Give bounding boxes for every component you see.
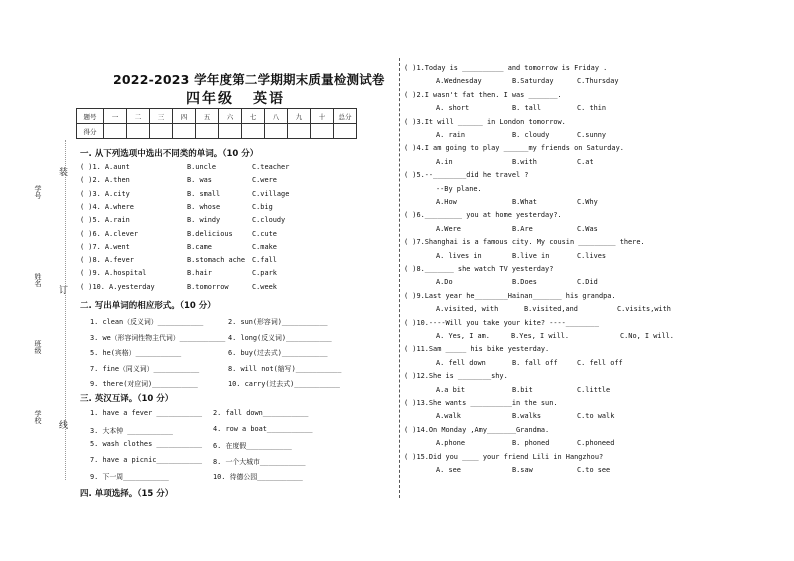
mcq-question: ( )9.Last year he________Hainan_______ his grandpa. <box>404 291 616 300</box>
mcq-option[interactable]: C.to see <box>577 466 611 474</box>
score-header-cell: 六 <box>219 109 242 124</box>
score-input-cell[interactable] <box>104 124 127 139</box>
item-question: ( )3. A.city <box>80 189 130 198</box>
mcq-option[interactable]: B. fall off <box>512 358 558 367</box>
score-header-cell: 四 <box>173 109 196 124</box>
item-option-b: B. windy <box>187 216 221 225</box>
item-question: ( )10. A.yesterday <box>80 282 155 291</box>
form-question: 10. carry(过去式)___________ <box>228 380 340 388</box>
mcq-option[interactable]: B.Does <box>512 278 537 287</box>
mcq-question: ( )6._________ you at home yesterday?. <box>404 211 562 220</box>
mcq-option[interactable]: B.Are <box>512 224 533 233</box>
mcq-question: ( )13.She wants __________in the sun. <box>404 399 558 407</box>
mcq-option[interactable]: C.to walk <box>577 412 615 421</box>
item-option-b: B.stomach ache <box>187 256 246 265</box>
mcq-question: ( )3.It will ______ in London tomorrow. <box>404 117 566 126</box>
mcq-option[interactable]: C.Why <box>577 198 598 206</box>
mcq-option[interactable]: C.Did <box>577 278 598 287</box>
item-option-c: C.teacher <box>252 163 290 171</box>
score-input-cell[interactable] <box>173 124 196 139</box>
mcq-option[interactable]: A.How <box>436 198 457 206</box>
section3-title: 三. 英汉互译。（10 分） <box>80 394 174 404</box>
student-name-field: 姓名 <box>34 273 42 287</box>
item-question: ( )5. A.rain <box>80 216 130 225</box>
mcq-option[interactable]: C.Thursday <box>577 77 619 86</box>
score-header-row <box>77 109 357 124</box>
binding-line <box>65 140 66 480</box>
item-option-c: C.were <box>252 176 277 185</box>
item-question: ( )8. A.fever <box>80 256 134 265</box>
mcq-option[interactable]: C.Was <box>577 224 598 233</box>
item-question: ( )1. A.aunt <box>80 163 130 171</box>
mcq-option[interactable]: A. see <box>436 466 461 474</box>
student-id-field: 学号 <box>34 185 42 199</box>
score-header-cell: 五 <box>196 109 219 124</box>
item-question: ( )4. A.where <box>80 202 134 211</box>
mcq-option[interactable]: C.sunny <box>577 131 607 139</box>
item-option-c: C.park <box>252 269 277 278</box>
item-option-b: B. was <box>187 176 212 185</box>
translate-question: 3. 大本钟 ___________ <box>90 426 173 435</box>
item-option-c: C.village <box>252 189 290 198</box>
item-option-b: B.came <box>187 242 212 251</box>
form-question: 6. buy(过去式)___________ <box>228 349 328 357</box>
mcq-option[interactable]: B.bit <box>512 385 533 394</box>
score-input-cell[interactable] <box>242 124 265 139</box>
mcq-option[interactable]: C.phoneed <box>577 439 615 448</box>
mcq-question: ( )15.Did you ____ your friend Lili in Hangzhou? <box>404 452 604 461</box>
item-option-b: B.tomorrow <box>187 282 229 291</box>
form-question: 8. will not(缩写)___________ <box>228 364 342 373</box>
mcq-answer-line: --By plane. <box>436 184 482 193</box>
score-input-cell[interactable] <box>334 124 357 139</box>
translate-question: 4. row a boat___________ <box>213 424 313 433</box>
score-input-cell[interactable] <box>311 124 334 139</box>
score-header-cell: 二 <box>127 109 150 124</box>
form-question: 7. fine（同义词）___________ <box>90 364 200 373</box>
translate-question: 2. fall down___________ <box>213 409 309 417</box>
mcq-option[interactable]: B. phoned <box>512 439 550 448</box>
score-input-cell[interactable] <box>196 124 219 139</box>
mcq-option[interactable]: B.walks <box>512 412 542 421</box>
item-question: ( )7. A.went <box>80 242 130 251</box>
translate-question: 1. have a fever ___________ <box>90 409 203 417</box>
form-question: 5. he(宾格）___________ <box>90 349 182 357</box>
translate-question: 6. 在度假___________ <box>213 442 292 450</box>
mcq-question: ( )12.She is ________shy. <box>404 372 508 381</box>
score-header-cell: 三 <box>150 109 173 124</box>
item-option-b: B. whose <box>187 202 221 211</box>
mcq-option[interactable]: C. thin <box>577 104 607 113</box>
translate-question: 10. 待德公园___________ <box>213 473 303 481</box>
item-option-c: C.big <box>252 202 273 211</box>
mcq-option[interactable]: B.Yes, I will. <box>511 332 570 340</box>
mcq-question: ( )8._______ she watch TV yesterday? <box>404 265 554 273</box>
score-row-label: 得分 <box>77 124 104 139</box>
score-header-cell: 总分 <box>334 109 357 124</box>
score-header-cell: 七 <box>242 109 265 124</box>
mcq-option[interactable]: A.Wednesday <box>436 77 482 86</box>
item-option-c: C.cute <box>252 229 277 238</box>
translate-question: 5. wash clothes ___________ <box>90 440 203 448</box>
mcq-option[interactable]: A.phone <box>436 439 466 448</box>
section4-title: 四. 单项选择。（15 分） <box>80 489 174 499</box>
mcq-option[interactable]: B.visited,and <box>524 305 578 314</box>
translate-question: 7. have a picnic___________ <box>90 455 203 464</box>
mcq-option[interactable]: C.little <box>577 385 611 394</box>
form-question: 4. long(反义词)___________ <box>228 333 332 342</box>
mcq-option[interactable]: B.with <box>512 157 537 166</box>
translate-question: 9. 下一周___________ <box>90 473 169 481</box>
mcq-option[interactable]: B.saw <box>512 466 533 474</box>
mcq-option[interactable]: A. fell down <box>436 358 486 367</box>
mcq-option[interactable]: B.What <box>512 198 537 206</box>
form-question: 3. we（形容词性物主代词）___________ <box>90 333 226 342</box>
mcq-option[interactable]: B. tall <box>512 104 542 113</box>
mcq-option[interactable]: A.in <box>436 157 453 166</box>
exam-title: 2022-2023 学年度第二学期期末质量检测试卷 <box>113 72 385 87</box>
mcq-question: ( )2.I wasn't fat then. I was _______. <box>404 90 562 99</box>
subject-label: 英语 <box>253 91 285 107</box>
mcq-option[interactable]: B.live in <box>512 251 550 260</box>
item-option-c: C.cloudy <box>252 216 286 225</box>
form-question: 2. sun(形容词)___________ <box>228 318 328 326</box>
mcq-option[interactable]: A. lives in <box>436 251 482 260</box>
score-input-cell[interactable] <box>150 124 173 139</box>
score-header-cell: 题号 <box>77 109 104 124</box>
score-table <box>76 108 357 139</box>
item-question: ( )6. A.clever <box>80 229 139 238</box>
mcq-option[interactable]: A.walk <box>436 412 461 421</box>
item-question: ( )2. A.then <box>80 176 130 185</box>
school-field: 学校 <box>34 410 42 424</box>
score-value-row <box>77 124 357 139</box>
mcq-option[interactable]: C.No, I will. <box>620 332 674 340</box>
mcq-option[interactable]: B.Saturday <box>512 77 554 86</box>
grade-label: 四年级 <box>186 91 234 107</box>
score-header-cell: 一 <box>104 109 127 124</box>
mcq-option[interactable]: A.Were <box>436 224 461 233</box>
mcq-option[interactable]: A.visited, with <box>436 305 499 314</box>
item-option-c: C.fall <box>252 256 277 265</box>
item-option-b: B.delicious <box>187 229 233 238</box>
mcq-question: ( )10.----Will you take your kite? ----________ <box>404 318 599 327</box>
form-question: 9. there(对应词)___________ <box>90 380 198 388</box>
item-option-b: B.hair <box>187 269 212 278</box>
page-divider <box>399 58 400 498</box>
binding-mark-zhuang: 装 <box>59 168 69 178</box>
item-option-b: B.uncle <box>187 163 217 171</box>
mcq-option[interactable]: C. fell off <box>577 358 623 367</box>
mcq-option[interactable]: A. Yes, I am. <box>436 332 490 340</box>
item-option-c: C.make <box>252 242 277 251</box>
mcq-option[interactable]: C.visits,with <box>617 305 671 314</box>
mcq-question: ( )5.--________did he travel ? <box>404 171 529 180</box>
mcq-question: ( )7.Shanghai is a famous city. My cousin _________ there. <box>404 238 645 247</box>
score-input-cell[interactable] <box>127 124 150 139</box>
mcq-question: ( )1.Today is __________ and tomorrow is Friday . <box>404 64 608 72</box>
score-input-cell[interactable] <box>265 124 288 139</box>
score-input-cell[interactable] <box>288 124 311 139</box>
mcq-question: ( )4.I am going to play ______my friends on Saturday. <box>404 144 624 153</box>
section2-title: 二. 写出单词的相应形式。（10 分） <box>80 301 216 311</box>
score-header-cell: 十 <box>311 109 334 124</box>
binding-mark-xian: 线 <box>59 421 69 431</box>
section1-title: 一. 从下列选项中选出不同类的单词。（10 分） <box>80 149 259 159</box>
mcq-option[interactable]: C.at <box>577 157 594 166</box>
mcq-option[interactable]: C.lives <box>577 251 607 260</box>
item-question: ( )9. A.hospital <box>80 269 147 278</box>
mcq-option[interactable]: A. short <box>436 104 470 113</box>
mcq-question: ( )11.Sam _____ his bike yesterday. <box>404 345 550 354</box>
class-field: 班级 <box>34 340 42 354</box>
translate-question: 8. 一个大城市___________ <box>213 457 306 466</box>
mcq-option[interactable]: B. cloudy <box>512 131 550 139</box>
form-question: 1. clean（反义词）___________ <box>90 318 204 326</box>
mcq-option[interactable]: A. rain <box>436 131 466 139</box>
mcq-option[interactable]: A.a bit <box>436 385 466 394</box>
score-input-cell[interactable] <box>219 124 242 139</box>
mcq-option[interactable]: A.Do <box>436 278 453 287</box>
mcq-question: ( )14.On Monday ,Amy_______Grandma. <box>404 425 550 434</box>
item-option-b: B. small <box>187 189 221 198</box>
score-header-cell: 八 <box>265 109 288 124</box>
item-option-c: C.week <box>252 282 277 291</box>
binding-mark-ding: 订 <box>59 286 69 296</box>
score-header-cell: 九 <box>288 109 311 124</box>
